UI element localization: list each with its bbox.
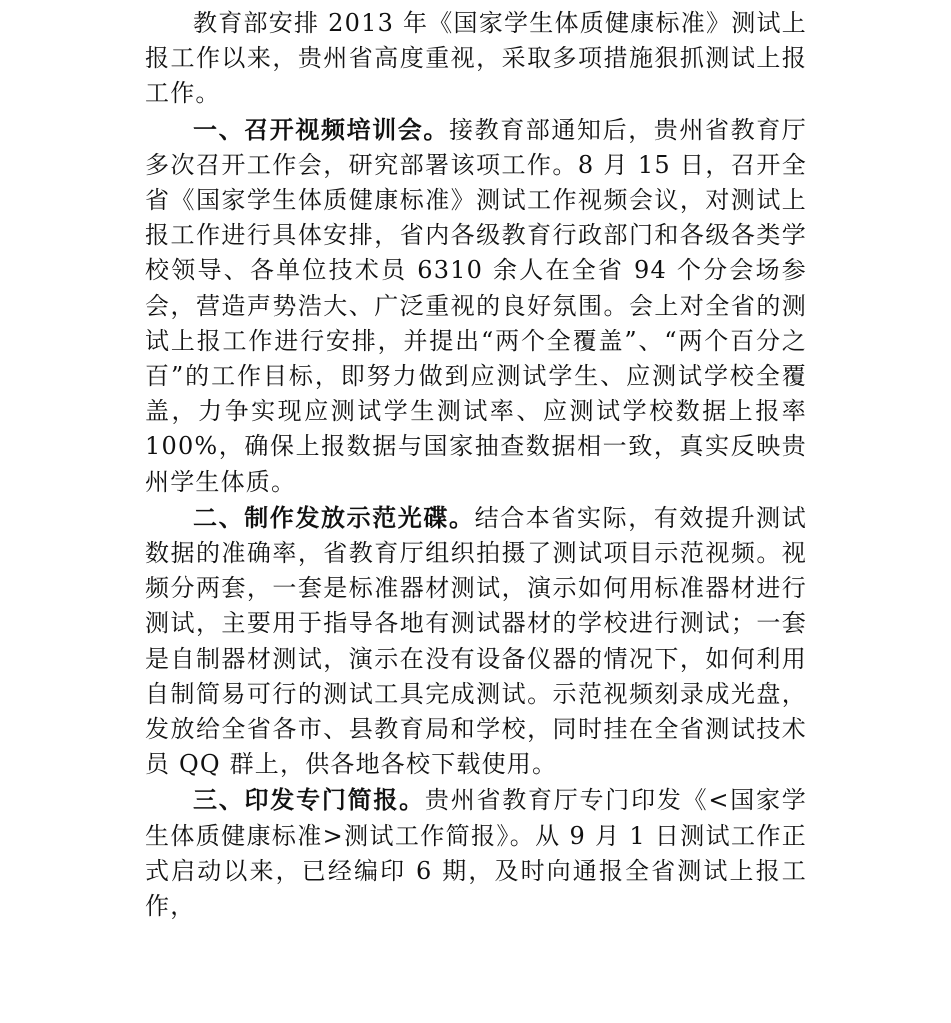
paragraph-section-1: [145, 112, 807, 500]
paragraph-section-2: [145, 500, 807, 783]
paragraph-intro-text: 教育部安排 2013 年《国家学生体质健康标准》测试上报工作以来，贵州省高度重视，采取多项措施狠抓测试上报工作。: [145, 9, 807, 108]
section-3-text: 贵州省教育厅专门印发《<国家学生体质健康标准>测试工作简报》。从 9 月 1 日测试工作正式启动以来，已经编印 6 期，及时向通报全省测试上报工作，: [145, 786, 807, 921]
section-1-heading: 一、召开视频培训会。: [193, 114, 449, 144]
section-1-text: 接教育部通知后，贵州省教育厅多次召开工作会，研究部署该项工作。8 月 15 日，召开全省《国家学生体质健康标准》测试工作视频会议，对测试上报工作进行具体安排，省内各级教育行政部门和各级各类学校领导、各单位技术员 6310 余人在全省 94 个分会场参会，营造声势浩大、广泛重视的良好氛围。会上对全省的测试上报工作进行安排，并提出“两个全覆盖”、“两个百分之百”的工作目标，即努力做到应测试学生、应测试学校全覆盖，力争实现应测试学生测试率、应测试学校数据上报率 100%，确保上报数据与国家抽查数据相一致，真实反映贵州学生体质。: [145, 115, 807, 496]
section-2-heading: 二、制作发放示范光碟。: [193, 502, 475, 532]
section-2-text: 结合本省实际，有效提升测试数据的准确率，省教育厅组织拍摄了测试项目示范视频。视频分两套，一套是标准器材测试，演示如何用标准器材进行测试，主要用于指导各地有测试器材的学校进行测试；一套是自制器材测试，演示在没有设备仪器的情况下，如何利用自制简易可行的测试工具完成测试。示范视频刻录成光盘，发放给全省各市、县教育局和学校，同时挂在全省测试技术员 QQ 群上，供各地各校下载使用。: [145, 503, 807, 779]
paragraph-intro: [145, 6, 807, 112]
paragraph-section-3: [145, 782, 807, 924]
document-body: [145, 6, 807, 924]
section-3-heading: 三、印发专门简报。: [193, 785, 425, 815]
